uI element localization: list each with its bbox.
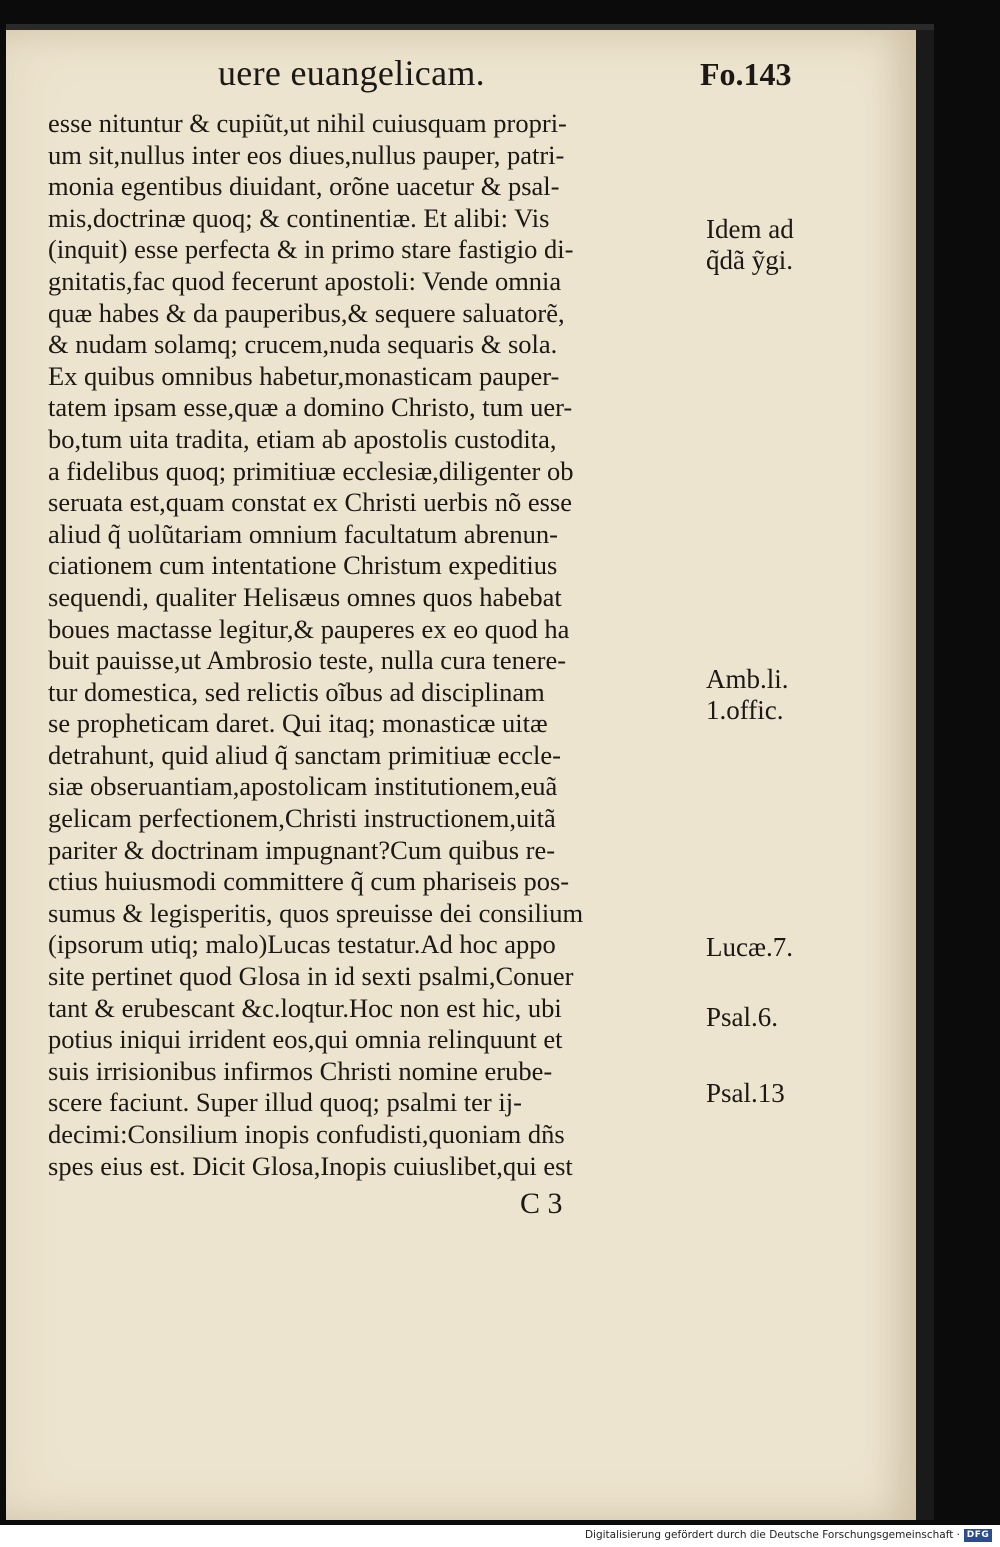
text-line: se propheticam daret. Qui itaq; monasticæ uitæ [48,708,548,739]
main-text-block [48,108,688,1182]
text-line: um sit,nullus inter eos diues,nullus pauper, patri- [48,139,565,170]
text-line: scere faciunt. Super illud quoq; psalmi ter ij- [48,1087,522,1118]
text-line: (ipsorum utiq; malo)Lucas testatur.Ad hoc appo [48,929,556,960]
text-line: gelicam perfectionem,Christi instructionem,uitã [48,803,556,834]
text-line: aliud q̃ uolũtariam omnium facultatum abrenun- [48,518,558,549]
text-line: bo,tum uita tradita, etiam ab apostolis custodita, [48,423,557,454]
margin-note-psal13 [706,1078,785,1109]
dfg-logo-icon: DFG [964,1529,992,1542]
text-line: ctius huiusmodi committere q̃ cum phariseis pos- [48,866,570,897]
text-line: pariter & doctrinam impugnant?Cum quibus re- [48,834,556,865]
text-line: boues mactasse legitur,& pauperes ex eo quod ha [48,613,570,644]
margin-note-idem [706,214,794,276]
text-line: buit pauisse,ut Ambrosio teste, nulla cura tenere- [48,645,567,676]
signature-mark: C 3 [520,1187,563,1220]
text-line: tur domestica, sed relictis oĩbus ad disciplinam [48,676,545,707]
text-line: site pertinet quod Glosa in id sexti psalmi,Conuer [48,961,574,992]
text-line: seruata est,quam constat ex Christi uerbis nõ esse [48,487,572,518]
text-line: gnitatis,fac quod fecerunt apostoli: Vende omnia [48,265,562,296]
text-line: esse nituntur & cupiũt,ut nihil cuiusquam propri- [48,108,567,138]
margin-note-line: Idem ad [706,214,794,244]
text-line: mis,doctrinæ quoq; & continentiæ. Et alibi: Vis [48,202,550,233]
margin-note-line: Amb.li. [706,664,789,694]
text-line: potius iniqui irrident eos,qui omnia relinquunt et [48,1024,563,1055]
text-line: a fidelibus quoq; primitiuæ ecclesiæ,diligenter ob [48,455,574,486]
folio-number: Fo.143 [700,56,792,92]
text-line: decimi:Consilium inopis confudisti,quoniam dñs [48,1119,565,1149]
margin-note-line: 1.offic. [706,695,784,725]
margin-note-line: Psal.6. [706,1002,779,1032]
funding-credit: Digitalisierung gefördert durch die Deutsche Forschungsgemeinschaft · [584,1529,960,1541]
text-line: spes eius est. Dicit Glosa,Inopis cuiuslibet,qui est [48,1150,573,1181]
margin-note-line: Lucæ.7. [706,932,793,962]
text-line: ciationem cum intentatione Christum expeditius [48,550,558,581]
text-line: detrahunt, quid aliud q̃ sanctam primitiuæ eccle- [48,739,561,770]
margin-note-line: Psal.13 [706,1078,785,1108]
text-line: sumus & legisperitis, quos spreuisse dei consilium [48,897,584,928]
text-line: & nudam solamq; crucem,nuda sequaris & sola. [48,329,558,360]
margin-note-lucas [706,932,793,963]
running-title: uere euangelicam. [218,53,485,93]
footer-bar [0,1525,1000,1547]
text-line: siæ obseruantiam,apostolicam institutionem,euã [48,771,558,802]
margin-note-line: q̃dã ỹgi. [706,245,793,275]
text-line: (inquit) esse perfecta & in primo stare fastigio di- [48,234,574,265]
text-line: quæ habes & da pauperibus,& sequere saluatorẽ, [48,297,565,328]
text-line: suis irrisionibus infirmos Christi nomine erube- [48,1055,553,1086]
margin-note-ambrose [706,664,789,726]
text-line: tant & erubescant &c.loqtur.Hoc non est hic, ubi [48,992,562,1023]
text-line: Ex quibus omnibus habetur,monasticam pauper- [48,360,560,391]
text-line: monia egentibus diuidant, orõne uacetur & psal- [48,171,560,202]
margin-note-psal6 [706,1002,778,1033]
book-page [6,30,934,1520]
text-line: sequendi, qualiter Helisæus omnes quos habebat [48,581,562,612]
text-line: tatem ipsam esse,quæ a domino Christo, tum uer- [48,392,573,423]
